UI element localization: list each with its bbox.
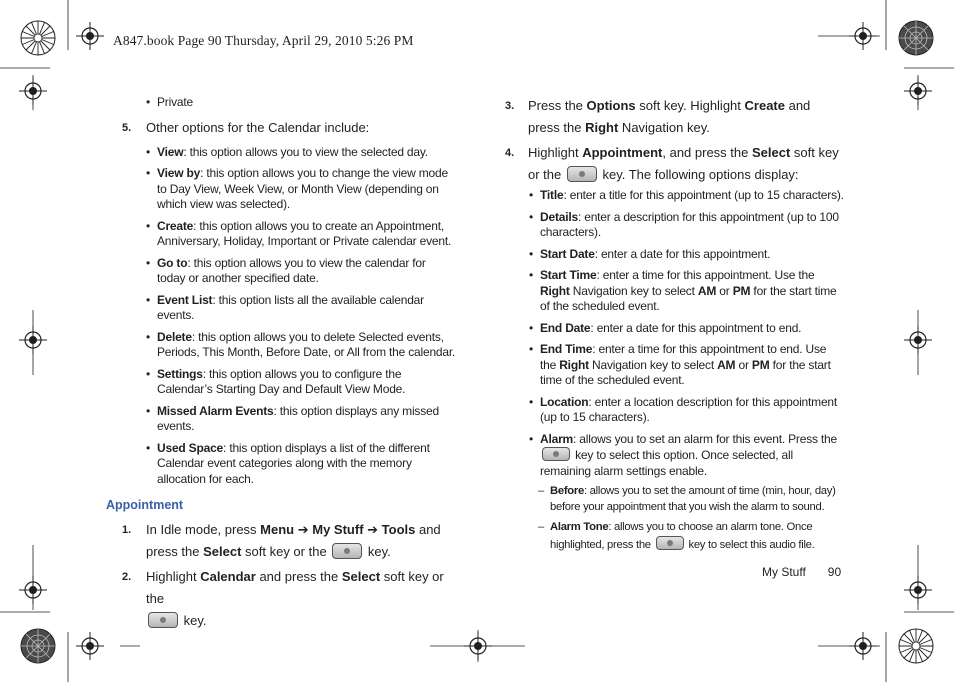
list-item [106,256,456,287]
list-item: • Start Time: enter a time for this appointment. Use the Right Navigation key to select AM or PM for the start time of the scheduled event. [505,268,845,315]
step-2: 2. Highlight Calendar and press the Select soft key or the key. [122,569,444,628]
list-item: • End Time: enter a time for this appointment to end. Use the Right Navigation key to select AM or PM for the start time of the scheduled event. [505,342,845,389]
registration-crosshair-icon [904,576,932,604]
option-term: Title [540,188,564,202]
option-term: Used Space [157,440,224,455]
option-description: : this option allows you to view the calendar for today or another specified date. [157,255,426,285]
registration-crosshair-icon [76,22,104,50]
list-item [106,404,456,435]
list-item: – Alarm Tone: allows you to choose an alarm tone. Once highlighted, press the key to select this audio file. [505,520,845,553]
appointment-fields-list [505,188,845,262]
print-slug-header: A847.book Page 90 Thursday, April 29, 2010 5:26 PM [113,33,414,48]
list-item: • Alarm: allows you to set an alarm for this event. Press the key to select this option. Once selected, all remaining alarm settings enable. [505,432,845,480]
list-item [505,188,845,204]
option-description: : enter a date for this appointment. [594,246,771,261]
option-term: Missed Alarm Events [157,403,274,418]
list-item [106,145,456,161]
option-description: : this option allows you to view the selected day. [183,144,428,159]
list-item: – Before: allows you to set the amount of time (min, hour, day) before your appointment that you wish the alarm to sound. [505,484,845,515]
step-5: 5. Other options for the Calendar include: [122,119,370,135]
list-item [106,330,456,361]
step-4: 4. Highlight Appointment, and press the Select soft key or the key. The following options display: [505,145,839,182]
ok-key-icon [542,447,570,461]
page-footer [762,565,841,579]
ok-key-icon [148,612,178,628]
color-wheel-icon [899,629,933,663]
option-term: Start Date [540,246,595,261]
option-term: Create [157,218,194,233]
list-item [106,367,456,398]
registration-crosshair-icon [849,632,877,660]
option-term: Go to [157,255,188,270]
color-wheel-icon [899,21,933,55]
list-item [505,210,845,241]
list-item: • Private [106,95,456,111]
list-item: • End Date: enter a date for this appointment to end. [505,321,845,337]
registration-crosshair-icon [19,576,47,604]
step-1: 1. In Idle mode, press Menu ➔ My Stuff ➔ Tools and press the Select soft key or the key. [122,522,441,559]
step-3: 3. Press the Options soft key. Highlight Create and press the Right Navigation key. [505,98,811,135]
option-term: Delete [157,329,192,344]
list-item: • Location: enter a location description for this appointment (up to 15 characters). [505,395,845,426]
calendar-options-list [106,145,456,488]
option-description: : enter a title for this appointment (up to 15 characters). [563,188,844,202]
section-heading-appointment: Appointment [106,498,184,512]
list-item [106,166,456,213]
registration-crosshair-icon [19,326,47,354]
option-description: : this option allows you to create an Appointment, Anniversary, Holiday, Important or Private calendar event. [157,218,452,248]
ok-key-icon [656,536,684,550]
list-item [106,293,456,324]
left-column [106,95,456,632]
ok-key-icon [567,166,597,182]
option-description: : enter a description for this appointment (up to 100 characters). [540,209,839,239]
registration-crosshair-icon [904,326,932,354]
footer-section-name: My Stuff [762,565,806,579]
option-term: View [157,144,184,159]
option-term: Details [540,209,578,224]
list-item [505,247,845,263]
ok-key-icon [332,543,362,559]
right-column [505,95,845,553]
registration-crosshair-icon [849,22,877,50]
option-description: : this option allows you to delete Selected events, Periods, This Month, Before Date, or All from the calendar. [157,329,456,359]
color-wheel-icon [21,629,55,663]
option-description: : this option displays any missed events. [157,403,439,433]
color-wheel-icon [21,21,55,55]
registration-crosshair-icon [904,77,932,105]
option-term: Event List [157,292,213,307]
option-description: : this option allows you to configure the Calendar’s Starting Day and Default View Mode. [157,366,406,396]
option-term: Settings [157,366,203,381]
registration-crosshair-icon [19,77,47,105]
page-number: 90 [827,565,842,579]
option-description: : this option displays a list of the different Calendar event categories along with the memory allocation for each. [157,440,430,486]
registration-crosshair-icon [464,632,492,660]
list-item [106,219,456,250]
option-description: : this option allows you to change the view mode to Day View, Week View, or Month View (depending on which view was selected). [157,166,448,211]
registration-crosshair-icon [76,632,104,660]
option-description: : this option lists all the available calendar events. [157,292,424,322]
list-item [106,441,456,488]
option-term: View by [157,166,201,180]
